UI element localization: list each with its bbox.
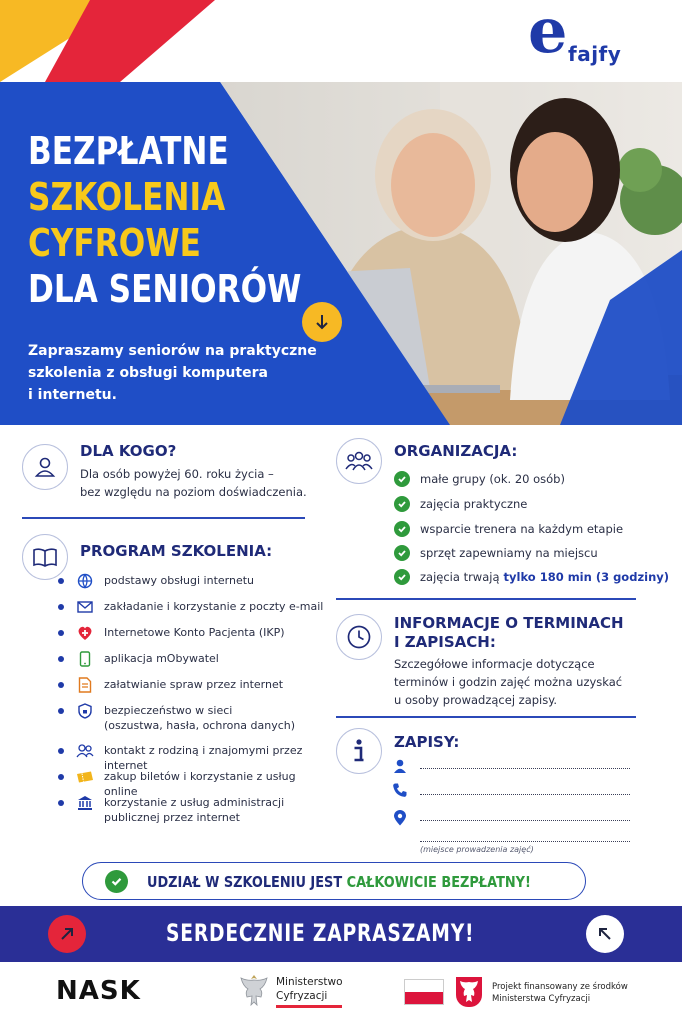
program-title: PROGRAM SZKOLENIA: <box>80 542 273 560</box>
arrow-up-right-icon <box>59 926 75 942</box>
program-item-text: zakup biletów i korzystanie z usług online <box>104 770 296 798</box>
person-icon <box>33 455 57 479</box>
dla-kogo-text <box>80 465 307 501</box>
phone-icon <box>392 782 408 798</box>
program-item-text: podstawy obsługi internetu <box>104 574 255 587</box>
free-banner <box>82 862 586 900</box>
program-item-text: aplikacja mObywatel <box>104 652 219 665</box>
arrow-down-icon <box>313 313 331 331</box>
organizacja-item <box>394 521 623 537</box>
program-item-line: publicznej przez internet <box>104 811 240 824</box>
clock-icon <box>346 624 372 650</box>
program-item <box>58 651 328 666</box>
hero-subtitle-line: i internetu. <box>28 387 117 403</box>
program-item <box>58 625 328 640</box>
bullet <box>58 578 64 584</box>
program-item-text <box>104 795 284 825</box>
polish-flag <box>404 979 444 1005</box>
hero-subtitle <box>28 340 318 406</box>
bullet <box>58 682 64 688</box>
zapisy-location-field[interactable] <box>420 820 630 821</box>
dla-kogo-line: Dla osób powyżej 60. roku życia – <box>80 467 274 481</box>
check-icon <box>394 471 410 487</box>
organizacja-icon-circle <box>336 438 382 484</box>
informacje-line: Szczegółowe informacje dotyczące <box>394 657 595 671</box>
nask-logo: NASK <box>56 976 141 1006</box>
polish-eagle-emblem <box>238 972 270 1010</box>
divider <box>336 716 636 718</box>
check-icon <box>394 545 410 561</box>
globe-icon <box>76 573 94 588</box>
info-icon <box>351 738 367 764</box>
ministry-logo-text <box>276 975 343 1003</box>
hero-title-line-3: CYFROWE <box>28 221 201 265</box>
ministry-underline <box>276 1005 342 1008</box>
phone-icon <box>76 651 94 666</box>
program-item <box>58 573 328 588</box>
group-icon <box>345 450 373 472</box>
project-line: Projekt finansowany ze środków <box>492 982 628 992</box>
hero-title-line-1: BEZPŁATNE <box>28 129 229 173</box>
bullet <box>58 604 64 610</box>
informacje-title-line: I ZAPISACH: <box>394 633 496 651</box>
zapisy-extra-field[interactable] <box>420 841 630 842</box>
organizacja-item <box>394 545 598 561</box>
bullet <box>58 630 64 636</box>
zapisy-title: ZAPISY: <box>394 733 460 751</box>
organizacja-title: ORGANIZACJA: <box>394 442 518 460</box>
zapisy-note: (miejsce prowadzenia zajęć) <box>420 845 534 854</box>
flag-red-stripe <box>405 992 443 1004</box>
project-funding-text <box>492 981 628 1005</box>
program-item-text: załatwianie spraw przez internet <box>104 678 284 691</box>
person-icon <box>392 758 408 774</box>
divider <box>336 598 636 600</box>
project-line: Ministerstwa Cyfryzacji <box>492 994 591 1004</box>
arrow-left-circle <box>48 915 86 953</box>
free-banner-text <box>147 873 531 891</box>
zapisy-phone-field[interactable] <box>420 794 630 795</box>
dla-kogo-line: bez względu na poziom doświadczenia. <box>80 485 307 499</box>
dla-kogo-title: DLA KOGO? <box>80 442 177 460</box>
white-eagle-icon <box>456 977 482 1007</box>
shield-icon <box>76 703 94 718</box>
program-item-line: (oszustwa, hasła, ochrona danych) <box>104 719 296 732</box>
check-icon <box>394 521 410 537</box>
logo-name: fajfy <box>568 42 622 66</box>
organizacja-item <box>394 471 565 487</box>
bullet <box>58 748 64 754</box>
arrow-up-left-icon <box>597 926 613 942</box>
program-item <box>58 703 328 733</box>
efajfy-logo <box>528 0 660 74</box>
scroll-down-button[interactable] <box>302 302 342 342</box>
arrow-right-circle <box>586 915 624 953</box>
organizacja-item <box>394 569 669 585</box>
bullet <box>58 800 64 806</box>
people-icon <box>76 743 94 758</box>
program-item-text: zakładanie i korzystanie z poczty e-mail <box>104 600 324 613</box>
informacje-title-line: INFORMACJE O TERMINACH <box>394 614 624 632</box>
informacje-icon-circle <box>336 614 382 660</box>
check-icon <box>394 496 410 512</box>
informacje-line: u osoby prowadzącej zapisy. <box>394 693 558 707</box>
free-banner-lead: UDZIAŁ W SZKOLENIU JEST <box>147 873 343 891</box>
informacje-line: terminów i godzin zajęć można uzyskać <box>394 675 623 689</box>
program-item-line: korzystanie z usług administracji <box>104 796 285 809</box>
program-item-line: bezpieczeństwo w sieci <box>104 704 233 717</box>
zapisy-icon-circle <box>336 728 382 774</box>
hero-subtitle-line: Zapraszamy seniorów na praktyczne <box>28 343 317 359</box>
organizacja-item-text: zajęcia trwają <box>420 570 500 584</box>
bullet <box>58 656 64 662</box>
program-item <box>58 599 328 614</box>
check-circle-icon <box>105 870 128 893</box>
duration-highlight: tylko 180 min (3 godziny) <box>503 570 670 584</box>
invite-text: SERDECZNIE ZAPRASZAMY! <box>166 919 475 947</box>
bullet <box>58 774 64 780</box>
bullet <box>58 708 64 714</box>
polish-coat-of-arms <box>456 977 482 1007</box>
divider <box>22 517 305 519</box>
free-banner-highlight: CAŁKOWICIE BEZPŁATNY! <box>346 873 531 891</box>
ministry-line: Ministerstwo <box>276 976 343 988</box>
program-item <box>58 677 328 692</box>
location-pin-icon <box>392 810 408 826</box>
flag-white-stripe <box>405 980 443 992</box>
program-item <box>58 795 328 825</box>
envelope-icon <box>76 599 94 614</box>
organizacja-item <box>394 496 527 512</box>
logo-mark: e <box>528 0 568 67</box>
organizacja-item-text: zajęcia praktyczne <box>420 497 528 511</box>
document-icon <box>76 677 94 692</box>
ticket-icon <box>76 769 94 784</box>
check-icon <box>394 569 410 585</box>
program-item-text: Internetowe Konto Pacjenta (IKP) <box>104 626 285 639</box>
book-icon <box>32 546 58 568</box>
zapisy-name-field[interactable] <box>420 768 630 769</box>
organizacja-item-text: małe grupy (ok. 20 osób) <box>420 472 565 486</box>
hero-subtitle-line: szkolenia z obsługi komputera <box>28 365 268 381</box>
informacje-text <box>394 655 622 709</box>
hero-section <box>0 0 682 425</box>
ministry-line: Cyfryzacji <box>276 990 328 1002</box>
invite-bar <box>0 906 682 962</box>
hero-title-line-4: DLA SENIORÓW <box>28 267 302 311</box>
organizacja-item-text: wsparcie trenera na każdym etapie <box>420 522 624 536</box>
bank-icon <box>76 795 94 810</box>
informacje-title <box>394 614 624 652</box>
hero-title-line-2: SZKOLENIA <box>28 175 226 219</box>
program-item-text: kontakt z rodziną i znajomymi przez internet <box>104 744 303 772</box>
organizacja-item-text: sprzęt zapewniamy na miejscu <box>420 546 598 560</box>
hero-title <box>28 128 301 312</box>
dla-kogo-icon-circle <box>22 444 68 490</box>
health-cross-icon <box>76 625 94 640</box>
program-item-text <box>104 703 295 733</box>
